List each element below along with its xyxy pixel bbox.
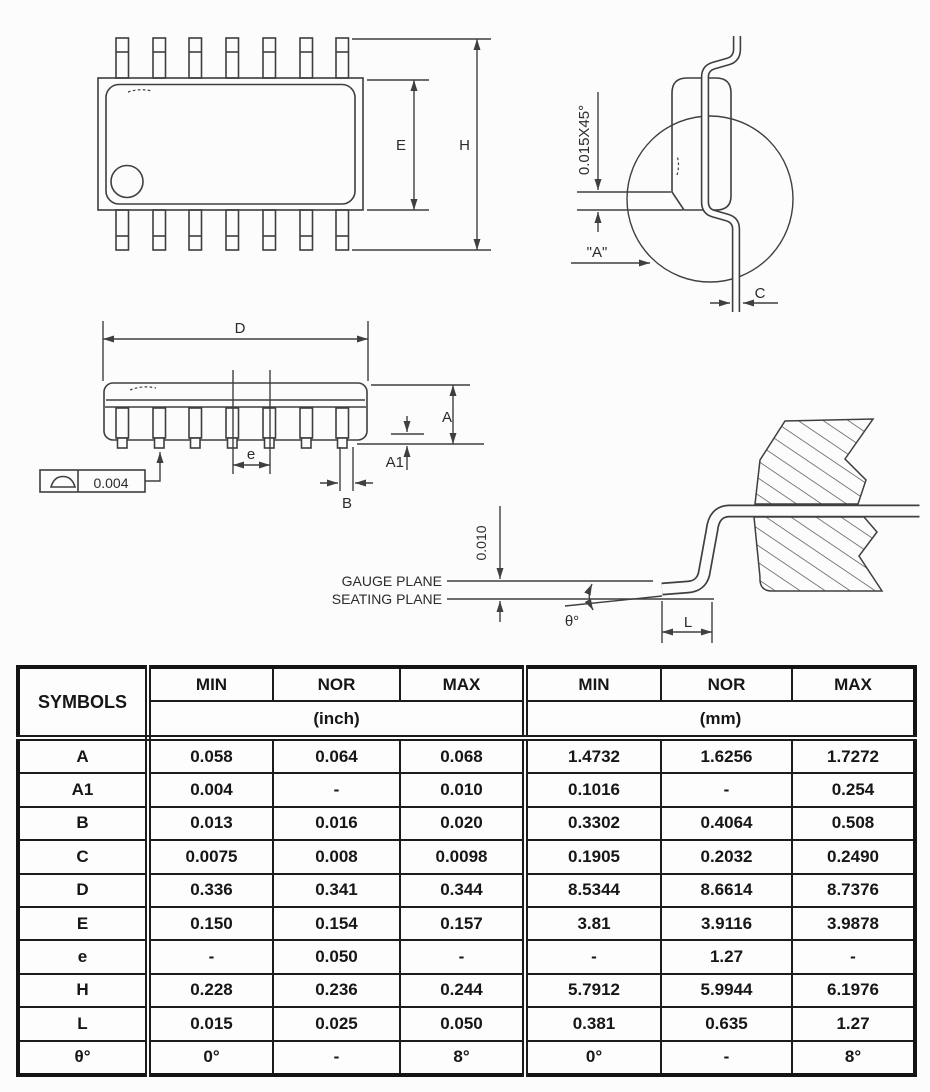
theta-label: θ° bbox=[564, 613, 580, 630]
value-cell: 0.4064 bbox=[661, 807, 792, 840]
symbol-cell: A1 bbox=[18, 773, 148, 806]
table-row bbox=[18, 940, 915, 973]
dimension-B bbox=[320, 447, 373, 512]
gauge-plane-label: GAUGE PLANE bbox=[341, 573, 442, 589]
symbol-cell: H bbox=[18, 974, 148, 1007]
seating-plane-label: SEATING PLANE bbox=[331, 591, 442, 607]
dimension-E bbox=[367, 80, 429, 210]
value-cell: 8.7376 bbox=[792, 874, 915, 907]
symbols-header: SYMBOLS bbox=[18, 667, 148, 738]
value-cell: - bbox=[273, 773, 400, 806]
table-row bbox=[18, 773, 915, 806]
value-cell: 0.020 bbox=[400, 807, 525, 840]
value-cell: 0.0098 bbox=[400, 840, 525, 873]
mold-mark bbox=[677, 156, 679, 175]
table-row bbox=[18, 807, 915, 840]
unit-group-inch: (inch) bbox=[148, 701, 525, 738]
col-header-inch-max: MAX bbox=[400, 667, 525, 701]
value-cell: 0.236 bbox=[273, 974, 400, 1007]
dimension-H bbox=[352, 39, 491, 250]
detail-ref-A bbox=[571, 244, 650, 263]
dimension-C bbox=[710, 285, 778, 303]
value-cell: 0.015 bbox=[148, 1007, 273, 1040]
end-detail-view bbox=[571, 36, 793, 312]
value-cell: 1.6256 bbox=[661, 738, 792, 773]
value-cell: - bbox=[661, 1041, 792, 1075]
value-cell: 0.254 bbox=[792, 773, 915, 806]
value-cell: 0.244 bbox=[400, 974, 525, 1007]
side-pins bbox=[116, 408, 349, 448]
table-header-row bbox=[18, 667, 915, 701]
value-cell: 8.5344 bbox=[525, 874, 661, 907]
value-cell: 0.058 bbox=[148, 738, 273, 773]
mold-mark bbox=[130, 387, 156, 390]
value-cell: 0° bbox=[148, 1041, 273, 1075]
table-row bbox=[18, 974, 915, 1007]
body-section-upper bbox=[755, 419, 873, 504]
dim-label-A1: A1 bbox=[385, 454, 404, 471]
value-cell: 1.27 bbox=[661, 940, 792, 973]
value-cell: 8° bbox=[792, 1041, 915, 1075]
value-cell: 1.7272 bbox=[792, 738, 915, 773]
dim-label-L: L bbox=[683, 614, 693, 631]
lead-foot-detail bbox=[332, 419, 930, 643]
value-cell: 0.3302 bbox=[525, 807, 661, 840]
table-row bbox=[18, 1007, 915, 1040]
symbol-cell: A bbox=[18, 738, 148, 773]
value-cell: 0.050 bbox=[400, 1007, 525, 1040]
value-cell: - bbox=[661, 773, 792, 806]
value-cell: - bbox=[792, 940, 915, 973]
flatness-symbol-icon bbox=[51, 477, 75, 488]
value-cell: 0.157 bbox=[400, 907, 525, 940]
value-cell: 0.381 bbox=[525, 1007, 661, 1040]
dim-label-A: A bbox=[441, 409, 452, 426]
value-cell: 5.7912 bbox=[525, 974, 661, 1007]
value-cell: 0.1016 bbox=[525, 773, 661, 806]
package-body-inner bbox=[106, 85, 355, 205]
dim-label-E: E bbox=[395, 137, 406, 154]
value-cell: 0.0075 bbox=[148, 840, 273, 873]
value-cell: 6.1976 bbox=[792, 974, 915, 1007]
value-cell: 0.010 bbox=[400, 773, 525, 806]
value-cell: 0.635 bbox=[661, 1007, 792, 1040]
dimension-chamfer bbox=[576, 92, 683, 232]
col-header-mm-min: MIN bbox=[525, 667, 661, 701]
value-cell: 0.2032 bbox=[661, 840, 792, 873]
value-cell: 0.013 bbox=[148, 807, 273, 840]
col-header-mm-max: MAX bbox=[792, 667, 915, 701]
value-cell: 0.508 bbox=[792, 807, 915, 840]
value-cell: 8.6614 bbox=[661, 874, 792, 907]
value-cell: 0.228 bbox=[148, 974, 273, 1007]
dim-label-e: e bbox=[246, 446, 256, 463]
table-row bbox=[18, 1041, 915, 1075]
dimensions-table bbox=[16, 665, 917, 1077]
symbol-cell: θ° bbox=[18, 1041, 148, 1075]
unit-group-mm: (mm) bbox=[525, 701, 915, 738]
value-cell: 0.025 bbox=[273, 1007, 400, 1040]
value-cell: 3.9116 bbox=[661, 907, 792, 940]
value-cell: 0.341 bbox=[273, 874, 400, 907]
symbol-cell: E bbox=[18, 907, 148, 940]
table-row bbox=[18, 874, 915, 907]
symbol-cell: e bbox=[18, 940, 148, 973]
table-row bbox=[18, 840, 915, 873]
side-view bbox=[40, 320, 484, 512]
symbol-cell: L bbox=[18, 1007, 148, 1040]
value-cell: - bbox=[273, 1041, 400, 1075]
gauge-offset-value: 0.010 bbox=[473, 525, 489, 561]
theta-arc bbox=[589, 584, 593, 610]
value-cell: 0.2490 bbox=[792, 840, 915, 873]
col-header-inch-min: MIN bbox=[148, 667, 273, 701]
value-cell: 0.150 bbox=[148, 907, 273, 940]
mold-mark bbox=[128, 90, 152, 92]
package-body bbox=[98, 78, 363, 210]
col-header-inch-nor: NOR bbox=[273, 667, 400, 701]
value-cell: 1.4732 bbox=[525, 738, 661, 773]
dimension-L bbox=[662, 601, 712, 643]
top-view bbox=[98, 38, 491, 250]
value-cell: 0.004 bbox=[148, 773, 273, 806]
dimensions-table-body bbox=[18, 738, 915, 1075]
value-cell: 8° bbox=[400, 1041, 525, 1075]
value-cell: 0.154 bbox=[273, 907, 400, 940]
flatness-callout bbox=[40, 452, 160, 492]
value-cell: 5.9944 bbox=[661, 974, 792, 1007]
dimension-A bbox=[357, 385, 484, 444]
value-cell: - bbox=[148, 940, 273, 973]
top-pins bbox=[116, 38, 349, 78]
symbol-cell: C bbox=[18, 840, 148, 873]
value-cell: - bbox=[525, 940, 661, 973]
value-cell: 0.344 bbox=[400, 874, 525, 907]
ref-a-label: "A" bbox=[586, 244, 608, 261]
value-cell: 0.1905 bbox=[525, 840, 661, 873]
dim-label-C: C bbox=[754, 285, 766, 302]
symbol-cell: B bbox=[18, 807, 148, 840]
col-header-mm-nor: NOR bbox=[661, 667, 792, 701]
dimension-gauge-offset bbox=[473, 506, 500, 622]
bottom-pins bbox=[116, 210, 349, 250]
table-row bbox=[18, 907, 915, 940]
chamfer-label: 0.015X45° bbox=[576, 104, 593, 176]
dim-label-D: D bbox=[234, 320, 246, 337]
value-cell: 0.050 bbox=[273, 940, 400, 973]
value-cell: 1.27 bbox=[792, 1007, 915, 1040]
symbol-cell: D bbox=[18, 874, 148, 907]
value-cell: 3.81 bbox=[525, 907, 661, 940]
pin1-indicator bbox=[111, 166, 143, 198]
value-cell: 0.336 bbox=[148, 874, 273, 907]
flatness-value: 0.004 bbox=[93, 475, 129, 491]
value-cell: 0° bbox=[525, 1041, 661, 1075]
foot-angle-line bbox=[565, 596, 662, 606]
value-cell: 0.068 bbox=[400, 738, 525, 773]
dim-label-B: B bbox=[341, 495, 353, 512]
value-cell: 0.008 bbox=[273, 840, 400, 873]
table-units-row bbox=[18, 701, 915, 738]
value-cell: 3.9878 bbox=[792, 907, 915, 940]
value-cell: 0.016 bbox=[273, 807, 400, 840]
body-section-lower bbox=[754, 517, 882, 591]
dim-label-H: H bbox=[459, 137, 470, 154]
detail-circle bbox=[627, 116, 793, 282]
table-row bbox=[18, 738, 915, 773]
value-cell: - bbox=[400, 940, 525, 973]
dimension-D bbox=[103, 320, 368, 381]
value-cell: 0.064 bbox=[273, 738, 400, 773]
